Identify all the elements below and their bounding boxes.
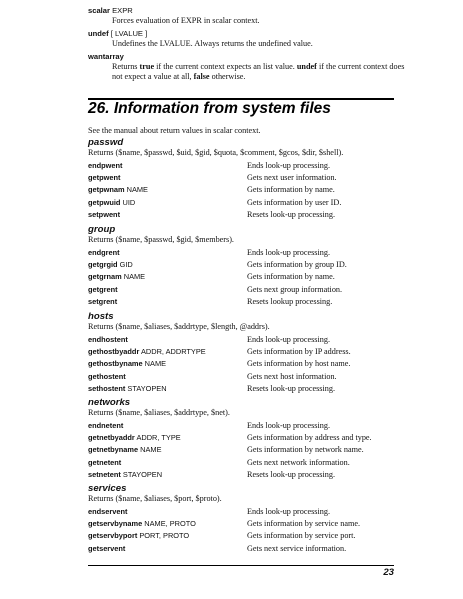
- table-row: setpwent Resets look-up processing.: [88, 209, 336, 219]
- section-returns: Returns ($name, $passwd, $gid, $members).: [88, 235, 234, 244]
- table-row: gethostent Gets next host information.: [88, 371, 337, 381]
- top-definitions: [88, 6, 408, 85]
- section-hosts: [88, 311, 398, 394]
- section-returns: Returns ($name, $aliases, $addrtype, $net).: [88, 408, 230, 417]
- table-row: getservent Gets next service information.: [88, 543, 347, 553]
- table-row: getpwent Gets next user information.: [88, 173, 337, 183]
- term-description: Undefines the LVALUE. Always returns the undefined value.: [112, 39, 313, 48]
- term-wantarray: [88, 52, 408, 83]
- table-row: setnetent STAYOPEN Resets look-up processing.: [88, 469, 336, 479]
- section-title: services: [88, 483, 127, 494]
- table-row: getpwuid UID Gets information by user ID.: [88, 197, 342, 207]
- intro-text: See the manual about return values in scalar context.: [88, 126, 261, 135]
- table-row: endpwent Ends look-up processing.: [88, 161, 331, 171]
- table-row: gethostbyname NAME Gets information by host name.: [88, 359, 351, 369]
- term-signature: scalar EXPR: [88, 6, 133, 15]
- table-row: endhostent Ends look-up processing.: [88, 335, 331, 345]
- page-number: 23: [383, 567, 394, 578]
- section-title: group: [88, 224, 116, 235]
- table-row: getservbyname NAME, PROTO Gets information by service name.: [88, 519, 360, 529]
- term-undef: [88, 29, 408, 49]
- table-row: getgrgid GID Gets information by group ID.: [88, 260, 347, 270]
- section-services: [88, 483, 398, 554]
- table-row: getgrent Gets next group information.: [88, 284, 343, 294]
- section-title: passwd: [88, 137, 124, 148]
- table-row: endgrent Ends look-up processing.: [88, 248, 331, 258]
- table-row: getgrnam NAME Gets information by name.: [88, 272, 335, 282]
- table-row: getnetent Gets next network information.: [88, 457, 350, 467]
- section-group: [88, 224, 398, 307]
- term-signature: undef [ LVALUE ]: [88, 29, 148, 38]
- section-title: hosts: [88, 311, 114, 322]
- term-description: Forces evaluation of EXPR in scalar context.: [112, 16, 260, 25]
- section-title: networks: [88, 397, 131, 408]
- table-row: getnetbyname NAME Gets information by network name.: [88, 445, 364, 455]
- term-description: Returns true if the current context expects an list value. undef if the current context does not expect a value at all, false otherwise.: [112, 62, 405, 82]
- footer-rule: [88, 565, 394, 566]
- table-row: getnetbyaddr ADDR, TYPE Gets information by address and type.: [88, 433, 372, 443]
- term-signature: wantarray: [88, 52, 124, 61]
- table-row: gethostbyaddr ADDR, ADDRTYPE Gets information by IP address.: [88, 347, 351, 357]
- table-row: endservent Ends look-up processing.: [88, 507, 331, 517]
- table-row: setgrent Resets lookup processing.: [88, 296, 333, 306]
- table-row: getservbyport PORT, PROTO Gets information by service port.: [88, 531, 356, 541]
- section-returns: Returns ($name, $passwd, $uid, $gid, $quota, $comment, $gcos, $dir, $shell).: [88, 148, 344, 157]
- table-row: endnetent Ends look-up processing.: [88, 421, 331, 431]
- term-scalar: [88, 6, 408, 26]
- section-passwd: [88, 137, 398, 220]
- table-row: getpwnam NAME Gets information by name.: [88, 185, 335, 195]
- section-networks: [88, 397, 398, 480]
- chapter-title: 26. Information from system files: [88, 100, 331, 117]
- section-returns: Returns ($name, $aliases, $port, $proto).: [88, 494, 222, 503]
- section-returns: Returns ($name, $aliases, $addrtype, $length, @addrs).: [88, 322, 270, 331]
- table-row: sethostent STAYOPEN Resets look-up processing.: [88, 383, 336, 393]
